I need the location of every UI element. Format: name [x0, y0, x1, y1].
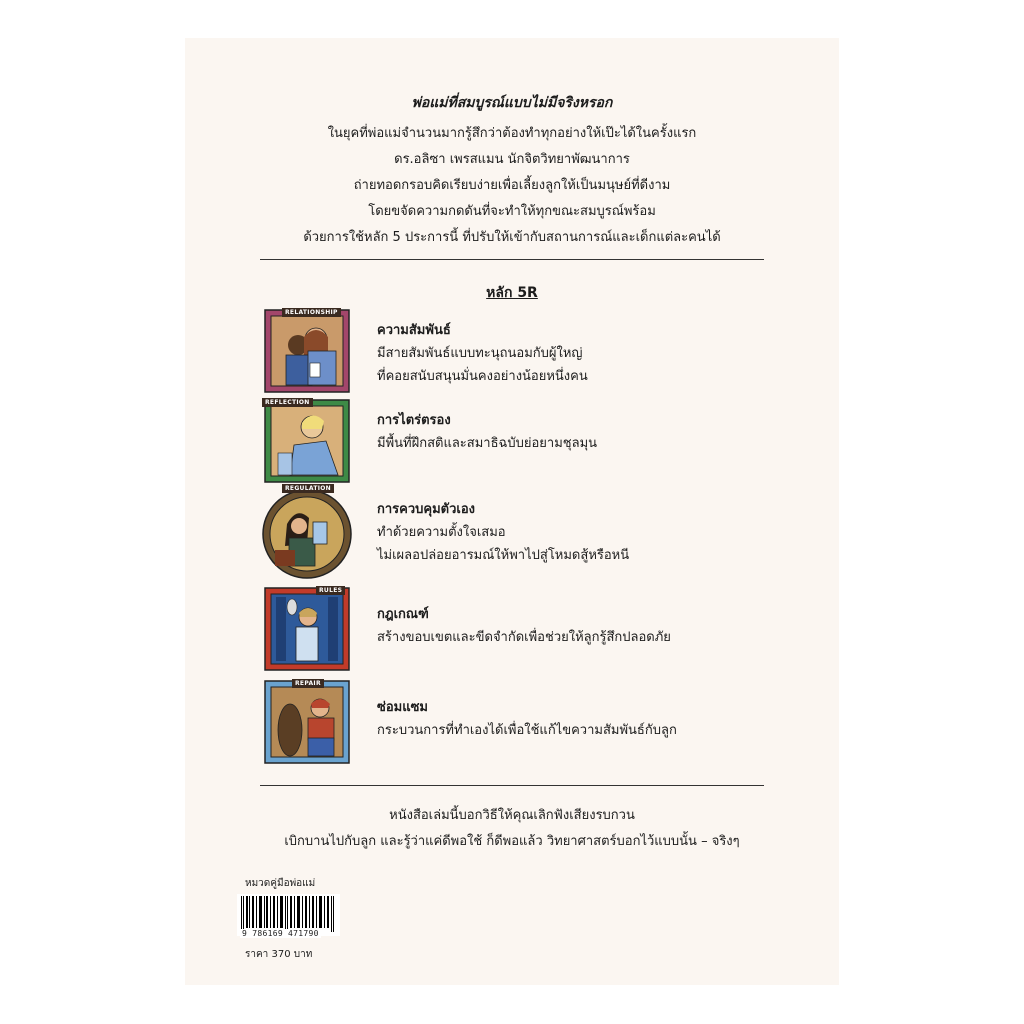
reflection-tag: REFLECTION	[262, 398, 313, 407]
principle-name: การไตร่ตรอง	[377, 413, 451, 428]
intro-line: ถ่ายทอดกรอบคิดเรียบง่ายเพื่อเลี้ยงลูกให้เป็นมนุษย์ที่ดีงาม	[353, 178, 671, 193]
intro-line: โดยขจัดความกดดันที่จะทำให้ทุกขณะสมบูรณ์พร้อม	[368, 204, 656, 219]
principle-name: ความสัมพันธ์	[377, 323, 451, 338]
principle-regulation	[264, 485, 784, 572]
repair-tag: REPAIR	[292, 679, 324, 688]
principles-heading: หลัก 5R	[486, 285, 538, 301]
back-cover	[185, 38, 839, 985]
outro-line: หนังสือเล่มนี้บอกวิธีให้คุณเลิกฟังเสียงรบกวน	[389, 808, 635, 823]
rules-tag: RULES	[316, 586, 345, 595]
isbn-number: 9 786169 471790	[242, 929, 319, 938]
category-label: หมวดคู่มือพ่อแม่	[245, 878, 316, 889]
principle-desc: ไม่เผลอปล่อยอารมณ์ให้พาไปสู่โหมดสู้หรือหนี	[377, 548, 630, 563]
intro-line: ดร.อลิซา เพรสแมน นักจิตวิทยาพัฒนาการ	[394, 152, 630, 167]
reflection-illustration	[264, 399, 350, 483]
divider-bottom	[260, 785, 764, 786]
relationship-illustration	[264, 309, 350, 393]
principle-desc: กระบวนการที่ทำเองได้เพื่อใช้แก้ไขความสัมพันธ์กับลูก	[377, 723, 677, 738]
rules-illustration	[264, 587, 350, 671]
principle-repair	[264, 680, 784, 764]
intro-line: ด้วยการใช้หลัก 5 ประการนี้ ที่ปรับให้เข้ากับสถานการณ์และเด็กแต่ละคนได้	[303, 230, 721, 245]
regulation-illustration	[261, 488, 353, 580]
outro-line: เบิกบานไปกับลูก และรู้ว่าแค่ดีพอใช้ ก็ดีพอแล้ว วิทยาศาสตร์บอกไว้แบบนั้น – จริงๆ	[284, 834, 740, 849]
principle-desc: มีสายสัมพันธ์แบบทะนุถนอมกับผู้ใหญ่	[377, 346, 583, 361]
price-label: ราคา 370 บาท	[245, 949, 313, 960]
divider-top	[260, 259, 764, 260]
intro-title: พ่อแม่ที่สมบูรณ์แบบไม่มีจริงหรอก	[411, 95, 613, 111]
principle-desc: สร้างขอบเขตและขีดจำกัดเพื่อช่วยให้ลูกรู้สึกปลอดภัย	[377, 630, 671, 645]
principle-name: การควบคุมตัวเอง	[377, 502, 476, 517]
principle-rules	[264, 587, 784, 671]
regulation-tag: REGULATION	[282, 484, 334, 493]
principle-name: ซ่อมแซม	[377, 700, 428, 715]
intro-line: ในยุคที่พ่อแม่จำนวนมากรู้สึกว่าต้องทำทุกอย่างให้เป๊ะได้ในครั้งแรก	[327, 126, 697, 141]
principle-desc: มีพื้นที่ฝึกสติและสมาธิฉบับย่อยามชุลมุน	[377, 436, 598, 451]
intro-block	[185, 93, 839, 251]
relationship-tag: RELATIONSHIP	[282, 308, 341, 317]
principle-desc: ทำด้วยความตั้งใจเสมอ	[377, 525, 506, 540]
principle-name: กฎเกณฑ์	[377, 607, 429, 622]
principle-reflection	[264, 399, 784, 483]
outro-block	[185, 803, 839, 855]
principle-relationship	[264, 309, 784, 393]
principle-desc: ที่คอยสนับสนุนมั่นคงอย่างน้อยหนึ่งคน	[377, 369, 588, 384]
repair-illustration	[264, 680, 350, 764]
